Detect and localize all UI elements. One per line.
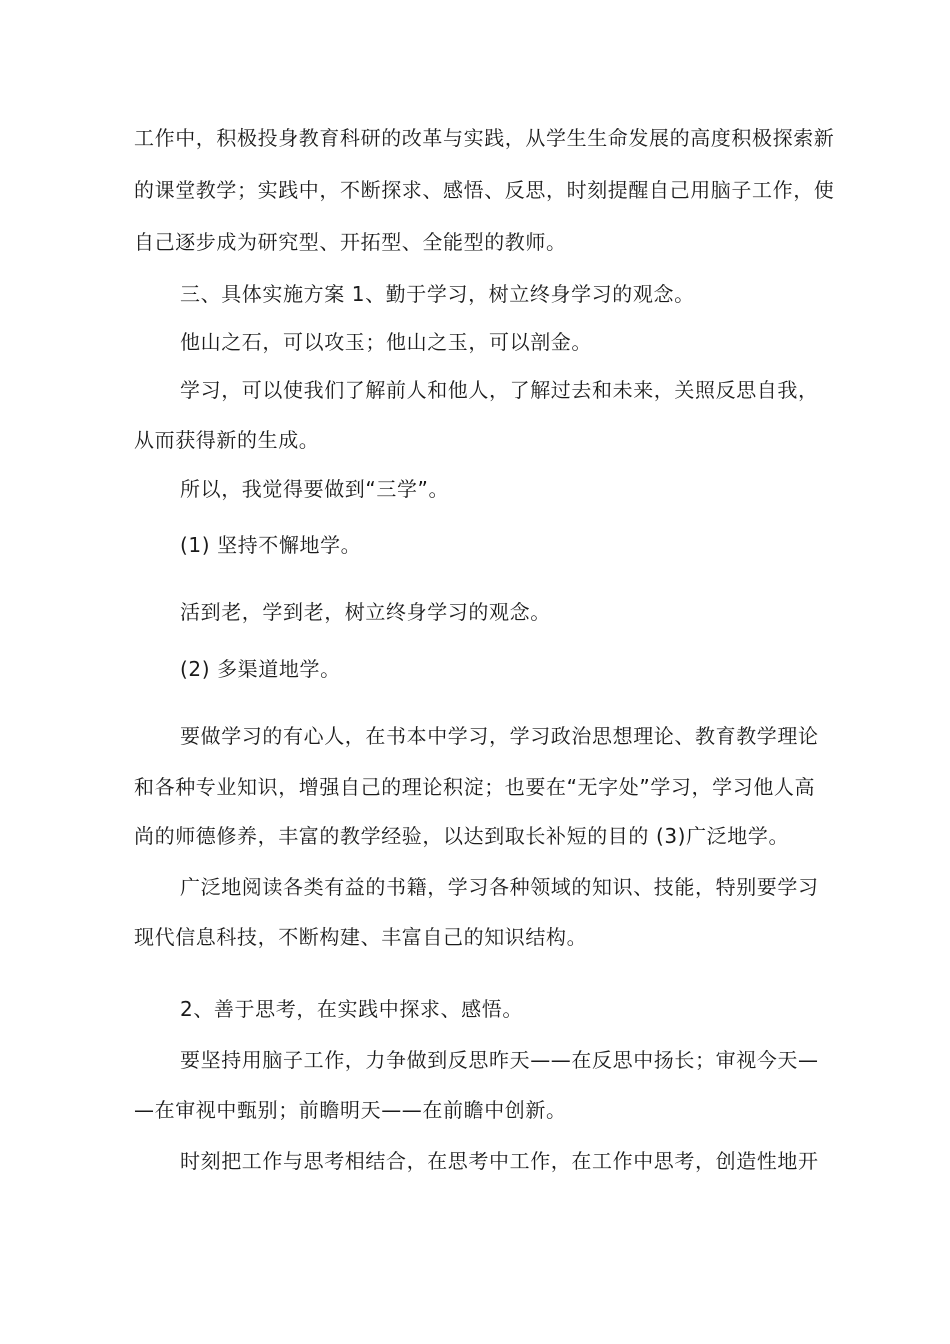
paragraph-line: 和各种专业知识，增强自己的理论积淀；也要在“无字处”学习，学习他人高 (134, 775, 816, 799)
paragraph-line: 他山之石，可以攻玉；他山之玉，可以剖金。 (180, 330, 592, 354)
paragraph-line: 要坚持用脑子工作，力争做到反思昨天——在反思中扬长；审视今天— (180, 1048, 819, 1072)
paragraph-line: 现代信息科技，不断构建、丰富自己的知识结构。 (134, 925, 588, 949)
paragraph-line: 学习，可以使我们了解前人和他人，了解过去和未来，关照反思自我， (180, 378, 819, 402)
paragraph-line: 尚的师德修养，丰富的教学经验，以达到取长补短的目的 (3)广泛地学。 (134, 824, 790, 848)
paragraph-line: 活到老，学到老，树立终身学习的观念。 (180, 600, 551, 624)
section-heading: 三、具体实施方案 1、勤于学习，树立终身学习的观念。 (180, 282, 695, 306)
paragraph-line: 所以，我觉得要做到“三学”。 (180, 477, 450, 501)
paragraph-line: 从而获得新的生成。 (134, 428, 320, 452)
section-heading: 2、善于思考，在实践中探求、感悟。 (180, 997, 523, 1021)
paragraph-line: 的课堂教学；实践中，不断探求、感悟、反思，时刻提醒自己用脑子工作，使 (134, 178, 835, 202)
paragraph-line: 时刻把工作与思考相结合，在思考中工作，在工作中思考，创造性地开 (180, 1149, 819, 1173)
paragraph-line: 广泛地阅读各类有益的书籍，学习各种领域的知识、技能，特别要学习 (180, 875, 819, 899)
list-item-heading: (1) 坚持不懈地学。 (180, 533, 362, 557)
paragraph-line: —在审视中甄别；前瞻明天——在前瞻中创新。 (134, 1098, 567, 1122)
list-item-heading: (2) 多渠道地学。 (180, 657, 341, 681)
paragraph-line: 要做学习的有心人，在书本中学习，学习政治思想理论、教育教学理论 (180, 724, 819, 748)
paragraph-line: 自己逐步成为研究型、开拓型、全能型的教师。 (134, 230, 567, 254)
paragraph-line: 工作中，积极投身教育科研的改革与实践，从学生生命发展的高度积极探索新 (134, 126, 835, 150)
